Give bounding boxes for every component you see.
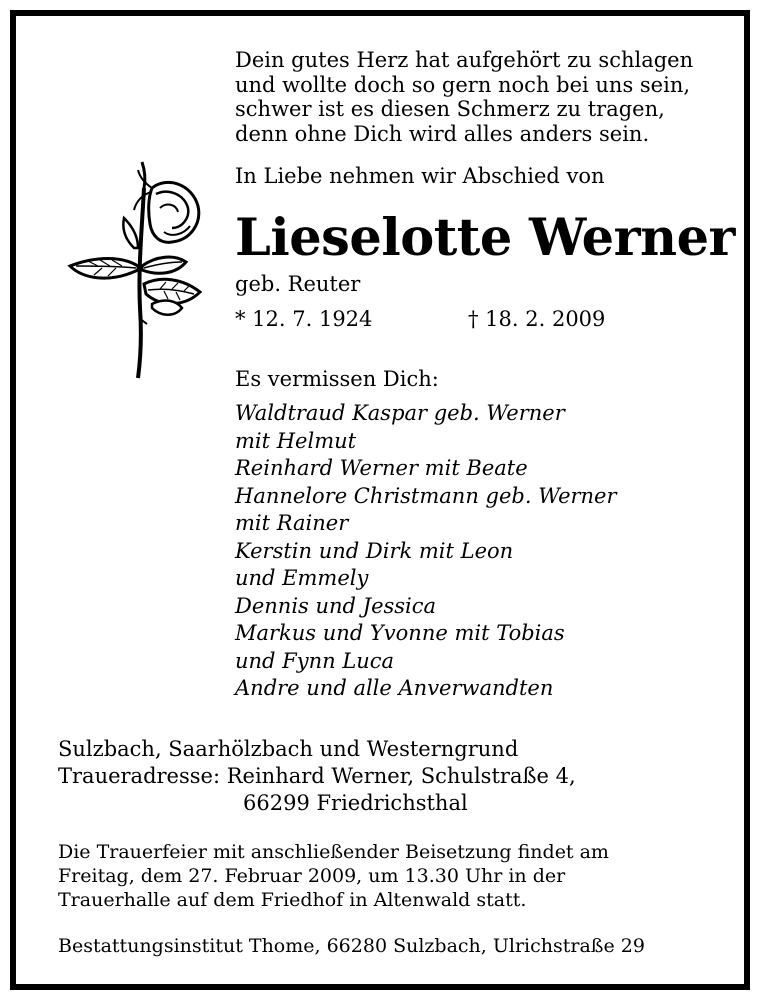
mourner-line: Waldtraud Kaspar geb. Werner [235,401,565,425]
ceremony-line: Trauerhalle auf dem Friedhof in Altenwald statt. [58,889,527,911]
mourner-line: Markus und Yvonne mit Tobias [235,621,565,645]
mourner-line: Dennis und Jessica [235,593,437,618]
places: Sulzbach, Saarhölzbach und Westerngrund [58,737,519,761]
mourning-address: Traueradresse: Reinhard Werner, Schulstraße 4, [58,764,576,788]
address-block [58,736,576,817]
mourner-line: Kerstin und Dirk mit Leon [235,538,514,563]
poem-line: denn ohne Dich wird alles anders sein. [235,121,650,146]
mourner-line: Reinhard Werner mit Beate [235,456,528,480]
mourner-line: mit Rainer [235,511,349,535]
ceremony-line: Freitag, dem 27. Februar 2009, um 13.30 Uhr in der [58,865,566,887]
address-city: 66299 Friedrichsthal [243,791,468,815]
mourner-line: und Fynn Luca [235,648,395,673]
mourner-line: und Emmely [235,566,369,590]
death-date: † 18. 2. 2009 [468,307,606,331]
ceremony-line: Die Trauerfeier mit anschließender Beisetzung findet am [58,841,609,863]
mourner-line: Andre und alle Anverwandten [235,676,554,700]
mourner-line: mit Helmut [235,428,357,453]
birth-name: geb. Reuter [235,272,361,296]
poem-line: schwer ist es diesen Schmerz zu tragen, [235,97,665,121]
obituary-notice [10,10,750,990]
rose-icon [52,148,202,380]
poem-line: und wollte doch so gern noch bei uns sein, [235,72,691,97]
funeral-home: Bestattungsinstitut Thome, 66280 Sulzbach, Ulrichstraße 29 [58,935,645,957]
ceremony-info [58,840,609,912]
birth-date: * 12. 7. 1924 [235,307,373,331]
mourners-heading: Es vermissen Dich: [235,367,439,391]
intro-text: In Liebe nehmen wir Abschied von [235,164,605,188]
mourner-line: Hannelore Christmann geb. Werner [235,483,617,508]
poem-line: Dein gutes Herz hat aufgehört zu schlagen [235,48,694,72]
poem [235,48,715,146]
mourners-list [235,400,617,703]
deceased-name: Lieselotte Werner [235,208,735,268]
